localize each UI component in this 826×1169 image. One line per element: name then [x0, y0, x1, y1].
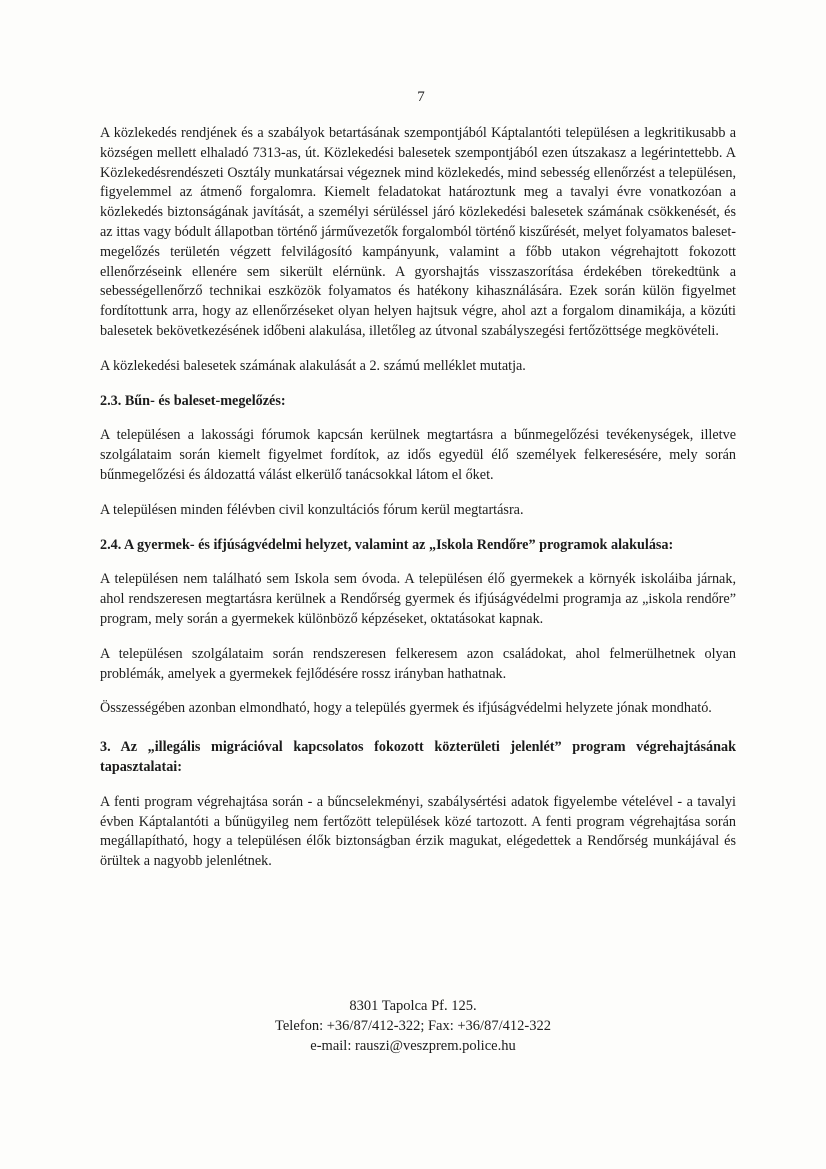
paragraph-schools: A településen nem található sem Iskola sem óvoda. A településen élő gyermekek a környék iskoláiba járnak, ahol rendszeresen megtartásra kerülnek a Rendőrség gyermek és ifjúságvédelmi programja az „iskola rendőre” program, mely során a gyermekek különböző képzéseket, oktatásokat kapnak. [100, 571, 736, 627]
footer-address: 8301 Tapolca Pf. 125. [349, 998, 477, 1014]
letterhead-footer [0, 996, 826, 1056]
footer-email: e-mail: rauszi@veszprem.police.hu [310, 1038, 516, 1054]
paragraph-family-visits: A településen szolgálataim során rendszeresen felkeresem azon családokat, ahol felmerülhetnek olyan problémák, amelyek a gyermekek fejlődésére rossz irányban hathatnak. [100, 645, 736, 682]
paragraph-migration-program: A fenti program végrehajtása során - a bűncselekményi, szabálysértési adatok figyelembe vételével - a tavalyi évben Káptalantóti a bűnügyileg nem fertőzött települések közé tartozott. A fenti program végrehajtása során megállapítható, hogy a településen élők biztonságban érzik magukat, elégedettek a Rendőrség munkájával és örültek a nagyobb jelenlétnek. [100, 793, 736, 870]
footer-phone: Telefon: +36/87/412-322; Fax: +36/87/412-322 [275, 1018, 551, 1034]
page-number: 7 [417, 89, 425, 105]
document-body [100, 124, 736, 872]
section-heading-2-4: 2.4. A gyermek- és ifjúságvédelmi helyzet, valamint az „Iskola Rendőre” programok alakulása: [100, 536, 674, 553]
section-heading-2-3: 2.3. Bűn- és baleset-megelőzés: [100, 392, 286, 409]
paragraph-crime-prevention: A településen a lakossági fórumok kapcsán kerülnek megtartásra a bűnmegelőzési tevékenységek, illetve szolgálataim során kiemelt figyelmet fordítok, az idős egyedül élő személyek felkeresésére, mely során bűnmegelőzési és áldozattá válást elkerülő tanácsokkal látom el őket. [100, 427, 736, 483]
paragraph-traffic: A közlekedés rendjének és a szabályok betartásának szempontjából Káptalantóti településen a legkritikusabb a községen mellett elhaladó 7313-as, út. Közlekedési balesetek szempontjából ezen útszakasz a legérintettebb. A Közlekedésrendészeti Osztály munkatársai végeznek mind közlekedés, mind sebesség ellenőrzést a településen, figyelemmel az átmenő forgalomra. Kiemelt feladatokat határoztunk meg a tavalyi évre vonatkozóan a közlekedés biztonságának javítását, a személyi sérüléssel járó közlekedési balesetek számának csökkenését, és az ittas vagy bódult állapotban történő járművezetők forgalomból történő kiszűrését, melyet folyamatos baleset-megelőzés területén végzett felvilágosító kampányunk, valamint a főbb utakon végrehajtott fokozott ellenőrzéseink ellenére sem sikerült elérnünk. A gyorshajtás visszaszorítása érdekében törekedtünk a sebességellenőrző technikai eszközök folyamatos és hatékony kihasználására. Ezek során külön figyelmet fordítottunk arra, hogy az ellenőrzéseket olyan helyen hajtsuk végre, ahol azt a forgalom dinamikája, a közúti balesetek bekövetkezésének időbeni alakulása, illetőleg az útvonal szabályszegési fertőzöttsége megkövételi. [100, 125, 736, 339]
section-heading-3: 3. Az „illegális migrációval kapcsolatos fokozott közterületi jelenlét” program végrehajtásának tapasztalatai: [100, 739, 736, 775]
paragraph-civil-forum: A településen minden félévben civil konzultációs fórum kerül megtartásra. [100, 501, 524, 518]
paragraph-accident-stats: A közlekedési balesetek számának alakulását a 2. számú melléklet mutatja. [100, 357, 526, 374]
paragraph-youth-summary: Összességében azonban elmondható, hogy a település gyermek és ifjúságvédelmi helyzete jónak mondható. [100, 700, 712, 717]
